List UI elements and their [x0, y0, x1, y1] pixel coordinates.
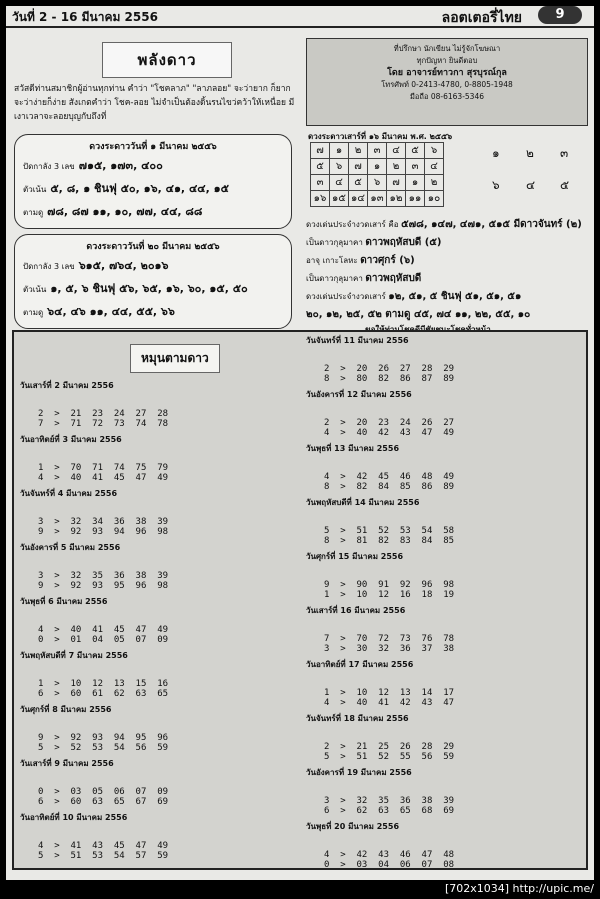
page-number: 9: [538, 6, 582, 24]
day-entry: [306, 390, 588, 438]
forecast-text: [306, 216, 592, 324]
day-entry: [20, 435, 302, 483]
day-entry: [306, 822, 588, 870]
grid-cell: ๔: [387, 143, 406, 159]
row-label: ปัดกาลัง 3 เลข: [23, 162, 75, 171]
number-row: 1 > 10 12 16 18 19: [324, 590, 455, 600]
number-row: 2 > 20 26 27 28 29: [324, 364, 455, 374]
number-row: 4 > 40 41 42 43 47: [324, 698, 455, 708]
number-row: 0 > 01 04 05 07 09: [38, 635, 169, 645]
cross-number: ๒: [526, 146, 534, 160]
horoscope-cross: [486, 144, 586, 204]
forecast-value: ๒๐, ๑๒, ๒๕, ๕๒ ตามดู ๔๕, ๗๔ ๑๑, ๒๒, ๕๕, ๑๐: [306, 309, 531, 320]
row-value: ๗๘, ๘๗ ๑๑, ๑๐, ๗๗, ๔๔, ๘๘: [47, 205, 203, 218]
day-entry: [20, 651, 302, 699]
number-row: 8 > 82 84 85 86 89: [324, 482, 455, 492]
day-entry: [306, 768, 588, 816]
grid-row: [311, 191, 444, 207]
phone-number: โทรศัพท์ 0-2413-4780, 0-8805-1948: [381, 80, 513, 89]
forecast-label: เป็นดาวกุลุมาคา: [306, 238, 363, 247]
grid-cell: ๗: [311, 143, 330, 159]
grid-cell: ๒: [349, 143, 368, 159]
forecast-line: [306, 288, 592, 306]
grid-cell: ๗: [387, 175, 406, 191]
forecast-value: ดาวพฤหัสบดี: [365, 273, 422, 284]
right-column: [306, 336, 588, 870]
day-note: [20, 715, 302, 733]
grid-row: [311, 159, 444, 175]
panel-title: หมุนตามดาว: [130, 344, 220, 373]
number-row: 8 > 81 82 83 84 85: [324, 536, 455, 546]
cross-number: ๔: [526, 178, 536, 192]
number-row: 3 > 32 35 36 38 39: [324, 796, 455, 806]
number-row: 1 > 10 12 13 14 17: [324, 688, 455, 698]
grid-cell: ๑๒: [387, 191, 406, 207]
day-label: วันพฤหัสบดีที่ 7 มีนาคม 2556: [20, 651, 128, 660]
number-row: 5 > 51 52 55 56 59: [324, 752, 455, 762]
forecast-box-1: [14, 134, 292, 229]
day-label: วันเสาร์ที่ 9 มีนาคม 2556: [20, 759, 114, 768]
forecast-label: ดวงเด่นประจำงวดเสาร์ คือ: [306, 220, 399, 229]
number-row: 3 > 32 34 36 38 39: [38, 517, 169, 527]
day-note: [20, 391, 302, 409]
number-row: 9 > 92 93 94 96 98: [38, 527, 169, 537]
day-entry: [306, 444, 588, 492]
day-label: วันศุกร์ที่ 15 มีนาคม 2556: [306, 552, 404, 561]
contact-box: [306, 38, 588, 126]
day-note: [306, 670, 588, 688]
row-value: ๖๑๕, ๗๖๔, ๒๐๑๖: [78, 259, 169, 272]
number-row: 7 > 70 72 73 76 78: [324, 634, 455, 644]
number-row: 4 > 42 45 46 48 49: [324, 472, 455, 482]
day-label: วันพุธที่ 13 มีนาคม 2556: [306, 444, 400, 453]
number-row: 4 > 40 41 45 47 49: [38, 473, 169, 483]
day-entry: [306, 498, 588, 546]
day-label: วันจันทร์ที่ 18 มีนาคม 2556: [306, 714, 409, 723]
day-entry: [306, 660, 588, 708]
day-entry: [306, 606, 588, 654]
day-entry: [20, 813, 302, 861]
forecast-line: [306, 306, 592, 324]
author-name: โดย อาจารย์ทาวกา สุรบุรณ์กุล: [387, 68, 507, 78]
number-row: 8 > 80 82 86 87 89: [324, 374, 455, 384]
number-row: 4 > 42 43 46 47 48: [324, 850, 455, 860]
grid-cell: ๖: [368, 175, 387, 191]
watermark-text: [702x1034] http://upic.me/: [444, 882, 594, 895]
newspaper-page: [6, 6, 594, 880]
grid-cell: ๑: [330, 143, 349, 159]
row-label: ปัดกาลัง 3 เลข: [23, 262, 75, 271]
day-label: วันเสาร์ที่ 2 มีนาคม 2556: [20, 381, 114, 390]
number-row: 6 > 60 63 65 67 69: [38, 797, 169, 807]
column-logo: พลังดาว: [102, 42, 232, 78]
day-label: วันอาทิตย์ที่ 17 มีนาคม 2556: [306, 660, 414, 669]
forecast-row: [23, 178, 283, 201]
grid-cell: ๑๕: [330, 191, 349, 207]
forecast-line: [306, 270, 592, 288]
day-label: วันเสาร์ที่ 16 มีนาคม 2556: [306, 606, 406, 615]
number-row: 4 > 40 41 45 47 49: [38, 625, 169, 635]
day-label: วันอาทิตย์ที่ 3 มีนาคม 2556: [20, 435, 122, 444]
row-label: ตัวเน้น: [23, 285, 47, 294]
day-label: วันพุธที่ 20 มีนาคม 2556: [306, 822, 400, 831]
grid-cell: ๖: [425, 143, 444, 159]
number-row: 7 > 71 72 73 74 78: [38, 419, 169, 429]
day-entry: [20, 597, 302, 645]
day-note: [306, 778, 588, 796]
grid-cell: ๑๑: [406, 191, 425, 207]
cross-number: ๕: [560, 178, 570, 192]
day-note: [20, 553, 302, 571]
grid-cell: ๑๐: [425, 191, 444, 207]
grid-cell: ๑: [406, 175, 425, 191]
row-value: ๖๔, ๔๖ ๑๑, ๔๔, ๕๕, ๖๖: [47, 305, 175, 318]
magazine-name: ลอตเตอรี่ไทย: [441, 10, 522, 26]
row-label: ตามดู: [23, 208, 44, 217]
day-note: [20, 769, 302, 787]
number-row: 9 > 90 91 92 96 98: [324, 580, 455, 590]
number-row: 6 > 62 63 65 68 69: [324, 806, 455, 816]
grid-cell: ๖: [330, 159, 349, 175]
grid-cell: ๑๔: [349, 191, 368, 207]
forecast-value: ๑๒, ๕๑, ๕ ชินฟุ ๕๑, ๕๑, ๕๑: [388, 291, 522, 302]
row-value: ๑, ๕, ๖ ชินฟุ ๕๖, ๖๕, ๑๖, ๖๐, ๑๕, ๕๐: [50, 282, 248, 295]
forecast-box-1-title: ดวงระดาววันที่ ๑ มีนาคม ๒๕๕๖: [89, 142, 217, 152]
day-note: [306, 832, 588, 850]
grid-cell: ๑๓: [368, 191, 387, 207]
number-row: 6 > 60 61 62 63 65: [38, 689, 169, 699]
day-entry: [306, 336, 588, 384]
number-row: 0 > 03 04 06 07 08: [324, 860, 455, 870]
day-note: [306, 508, 588, 526]
forecast-label: อาจุ เกาะโลหะ: [306, 256, 358, 265]
row-label: ตัวเน้น: [23, 185, 47, 194]
contact-line: ทุกปัญหา ยินดีตอบ: [416, 56, 478, 65]
left-column: [20, 336, 302, 867]
day-label: วันศุกร์ที่ 8 มีนาคม 2556: [20, 705, 112, 714]
grid-row: [311, 175, 444, 191]
grid-cell: ๒: [387, 159, 406, 175]
forecast-value: ดาวพฤหัสบดี (๕): [365, 237, 442, 248]
contact-line: ที่ปรึกษา นักเขียน ไม่รู้จักโฆษณา: [393, 44, 501, 53]
day-label: วันอาทิตย์ที่ 10 มีนาคม 2556: [20, 813, 128, 822]
day-label: วันพฤหัสบดีที่ 14 มีนาคม 2556: [306, 498, 420, 507]
forecast-row: [23, 201, 283, 224]
forecast-row: [23, 278, 283, 301]
forecast-value: ๕๗๘, ๑๔๗, ๔๗๑, ๕๑๕ มีดาวจันทร์ (๒): [401, 219, 582, 230]
cross-number: ๑: [492, 146, 500, 160]
day-entry: [306, 714, 588, 762]
grid-cell: ๕: [349, 175, 368, 191]
forecast-line: [306, 252, 592, 270]
grid-cell: ๔: [330, 175, 349, 191]
number-row: 9 > 92 93 95 96 98: [38, 581, 169, 591]
horoscope-grid: [310, 142, 444, 207]
grid-cell: ๓: [406, 159, 425, 175]
grid-cell: ๑๖: [311, 191, 330, 207]
horoscope-chart-title: ดวงระดาวเสาร์ที่ ๑๖ มีนาคม พ.ศ. ๒๕๕๖: [308, 132, 453, 141]
day-label: วันอังคารที่ 5 มีนาคม 2556: [20, 543, 121, 552]
number-row: 9 > 92 93 94 95 96: [38, 733, 169, 743]
grid-cell: ๕: [311, 159, 330, 175]
day-note: [20, 445, 302, 463]
page-header: [6, 6, 594, 28]
number-row: 2 > 20 23 24 26 27: [324, 418, 455, 428]
footer-bar: [0, 880, 600, 899]
day-note: [306, 346, 588, 364]
day-note: [20, 607, 302, 625]
cross-number: ๓: [560, 146, 569, 160]
number-row: 3 > 32 35 36 38 39: [38, 571, 169, 581]
day-entry: [20, 489, 302, 537]
day-note: [20, 661, 302, 679]
forecast-line: [306, 234, 592, 252]
row-value: ๗๑๕, ๑๗๓, ๔๐๐: [78, 159, 163, 172]
grid-cell: ๗: [349, 159, 368, 175]
forecast-box-2-title: ดวงระดาววันที่ ๒๐ มีนาคม ๒๕๕๖: [86, 242, 220, 252]
day-entry: [20, 543, 302, 591]
intro-text: สวัสดีท่านสมาชิกผู้อ่านทุกท่าน คำว่า "โชคลาภ" "ลาภลอย" จะว่ายาก ก็ยาก จะว่าง่ายก็ง่าย สังเกตคำว่า โชค-ลอย ไม่จำเป็นต้องดิ้นรนไขว่คว้าให้เหนื่อย มีเงาเวลาจะลอยบุญกับถึงที่: [14, 84, 295, 122]
number-row: 2 > 21 23 24 27 28: [38, 409, 169, 419]
day-entry: [306, 552, 588, 600]
day-label: วันจันทร์ที่ 11 มีนาคม 2556: [306, 336, 409, 345]
number-row: 4 > 40 42 43 47 49: [324, 428, 455, 438]
number-row: 1 > 10 12 13 15 16: [38, 679, 169, 689]
day-label: วันอังคารที่ 12 มีนาคม 2556: [306, 390, 412, 399]
mobile-number: มือถือ 08-6163-5346: [409, 92, 484, 101]
day-note: [306, 724, 588, 742]
day-label: วันจันทร์ที่ 4 มีนาคม 2556: [20, 489, 118, 498]
forecast-label: ดวงเด่นประจำงวดเสาร์: [306, 292, 386, 301]
grid-cell: ๔: [425, 159, 444, 175]
day-note: [20, 823, 302, 841]
grid-cell: ๑: [368, 159, 387, 175]
day-entry: [20, 759, 302, 807]
forecast-box-2: [14, 234, 292, 329]
number-row: 2 > 21 25 26 28 29: [324, 742, 455, 752]
day-note: [20, 499, 302, 517]
day-note: [306, 562, 588, 580]
number-row: 3 > 30 32 36 37 38: [324, 644, 455, 654]
forecast-row: [23, 255, 283, 278]
day-note: [306, 616, 588, 634]
forecast-line: [306, 216, 592, 234]
cross-number: ๖: [492, 178, 500, 192]
number-row: 0 > 03 05 06 07 09: [38, 787, 169, 797]
number-row: 5 > 51 53 54 57 59: [38, 851, 169, 861]
forecast-value: ดาวศุกร์ (๖): [360, 255, 415, 266]
grid-cell: ๓: [368, 143, 387, 159]
grid-cell: ๕: [406, 143, 425, 159]
number-row: 4 > 41 43 45 47 49: [38, 841, 169, 851]
day-note: [306, 400, 588, 418]
number-row: 1 > 70 71 74 75 79: [38, 463, 169, 473]
forecast-row: [23, 301, 283, 324]
forecast-label: เป็นดาวกุลุมาคา: [306, 274, 363, 283]
day-entry: [20, 381, 302, 429]
row-value: ๕, ๘, ๑ ชินฟุ ๕๐, ๑๖, ๔๑, ๔๔, ๑๕: [50, 182, 229, 195]
grid-cell: ๒: [425, 175, 444, 191]
daily-numbers-panel: [12, 330, 588, 870]
row-label: ตามดู: [23, 308, 44, 317]
day-label: วันอังคารที่ 19 มีนาคม 2556: [306, 768, 412, 777]
grid-row: [311, 143, 444, 159]
number-row: 5 > 51 52 53 54 58: [324, 526, 455, 536]
issue-date: วันที่ 2 - 16 มีนาคม 2556: [12, 10, 158, 24]
day-label: วันพุธที่ 6 มีนาคม 2556: [20, 597, 108, 606]
day-note: [306, 454, 588, 472]
number-row: 5 > 52 53 54 56 59: [38, 743, 169, 753]
grid-cell: ๓: [311, 175, 330, 191]
day-entry: [20, 705, 302, 753]
forecast-row: [23, 155, 283, 178]
